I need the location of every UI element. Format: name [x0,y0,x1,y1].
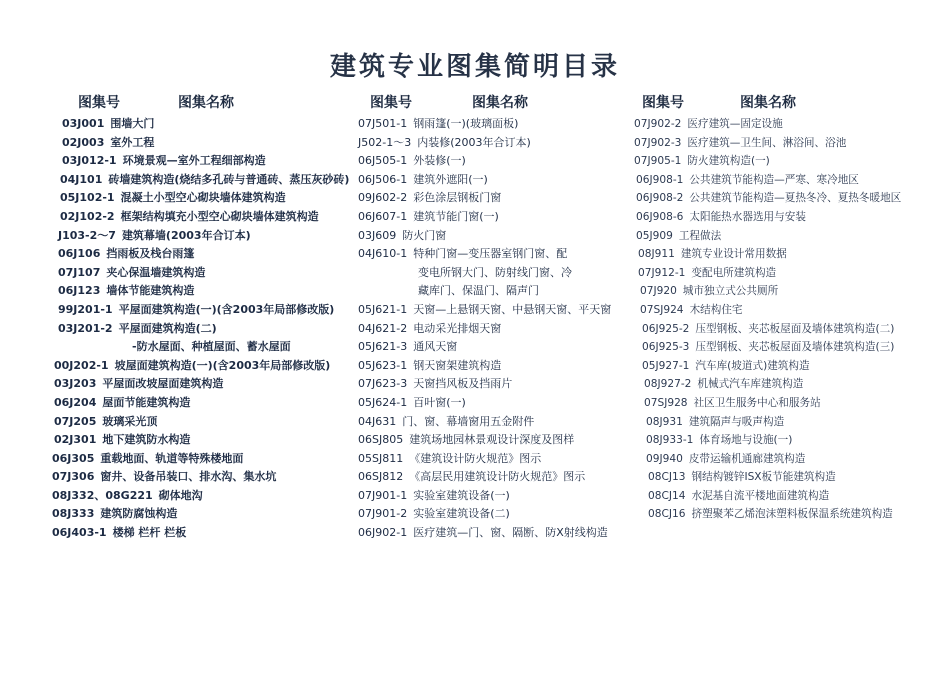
catalog-entry [358,468,611,487]
catalog-entry [634,338,901,357]
entry-name: 百叶窗(一) [413,395,466,409]
catalog-entry [358,152,611,171]
entry-name: 平屋面改坡屋面建筑构造 [102,377,224,391]
catalog-entry [634,431,901,450]
entry-name: 砖墙建筑构造(烧结多孔砖与普通砖、蒸压灰砂砖) [108,172,350,186]
catalog-entry [52,301,349,320]
entry-code: 07J501-1 [358,117,408,130]
catalog-entry [358,450,611,469]
entry-name: 建筑节能门窗(一) [413,209,499,223]
entry-name: 建筑幕墙(2003年合订本) [121,228,251,242]
entry-code: 03J012-1 [62,154,117,168]
entry-code: 02J003 [62,135,105,149]
entry-name: 藏库门、保温门、隔声门 [418,284,539,298]
header-name-label: 图集名称 [740,95,796,111]
entry-code: 08J911 [638,248,675,261]
catalog-column-2 [358,92,611,543]
entry-code: 07J902-2 [634,118,682,130]
entry-code: 07J901-2 [358,507,408,521]
catalog-entry [52,357,349,376]
entry-code: 06J123 [58,284,101,298]
entry-name: 建筑防腐蚀构造 [100,507,178,521]
entry-name: 汽车库(坡道式)建筑构造 [695,359,810,372]
entry-name: 变配电所建筑构造 [691,266,777,279]
catalog-entry [52,375,349,394]
catalog-entry [52,245,349,264]
entry-name: 特种门窗—变压器室钢门窗、配 [413,247,568,261]
catalog-entry [358,171,611,190]
entry-name: 实验室建筑设备(一) [413,488,510,502]
header-name-label: 图集名称 [472,95,528,111]
entry-code: 08J931 [646,415,683,428]
entry-name: 钢雨篷(一)(玻璃面板) [413,117,519,130]
catalog-entry [634,115,901,134]
entry-name: 框架结构填充小型空心砌块墙体建筑构造 [120,209,319,223]
entry-name: 重载地面、轨道等特殊楼地面 [100,451,244,465]
entry-code: 07J920 [640,285,677,298]
catalog-entry [358,115,611,134]
entry-name: 内装修(2003年合订本) [417,135,531,149]
entry-code: 06J106 [58,247,101,261]
entry-name: 水泥基自流平楼地面建筑构造 [691,489,830,502]
entry-code: 06SJ805 [358,433,404,447]
entry-name: 木结构住宅 [689,303,743,316]
catalog-entry [52,487,349,506]
catalog-entry [52,431,349,450]
catalog-entry [634,487,901,506]
catalog-entry [634,264,901,283]
column-header [358,92,611,112]
entry-name: 环境景观—室外工程细部构造 [122,154,266,168]
entry-code: 05SJ811 [358,451,404,465]
entry-code: 06J403-1 [52,526,107,540]
catalog-entry [358,264,611,283]
entry-name: 建筑专业设计常用数据 [680,248,787,261]
entry-code: 08CJ13 [648,471,686,484]
entry-name: 屋面节能建筑构造 [102,395,191,409]
page-title: 建筑专业图集简明目录 [329,52,620,82]
entry-code: J502-1～3 [358,135,412,149]
catalog-entry [634,189,901,208]
entry-name: 通风天窗 [413,340,458,354]
catalog-entry [634,320,901,339]
entry-name: 墙体节能建筑构造 [106,284,195,298]
catalog-entry [52,524,349,543]
entry-code: 06J908-6 [636,210,684,223]
entry-name: 社区卫生服务中心和服务站 [693,396,821,409]
entry-code: 07J901-1 [358,488,408,502]
entry-name: 医疗建筑—卫生间、淋浴间、浴池 [687,136,847,149]
catalog-entry [52,505,349,524]
entry-code: 08J333 [52,507,95,521]
catalog-entry [358,524,611,543]
catalog-entry [358,320,611,339]
entry-code: 06J925-2 [642,322,690,335]
entry-name: 钢天窗架建筑构造 [413,358,502,372]
entry-code: 06J908-2 [636,192,684,205]
entry-code: 05J621-1 [358,302,408,316]
entry-name: 建筑隔声与吸声构造 [688,415,785,428]
entry-name: -防水屋面、种植屋面、蓄水屋面 [132,340,291,354]
entry-name: 建筑外遮阳(一) [413,172,488,186]
catalog-entry [52,413,349,432]
entry-name: 皮带运输机通廊建筑构造 [688,452,806,465]
catalog-entry [358,505,611,524]
header-code-label: 图集号 [370,95,412,111]
entry-name: 《建筑设计防火规范》图示 [409,451,542,465]
entry-name: 体育场地与设施(一) [699,434,793,447]
entry-name: 外装修(一) [413,154,466,168]
entry-name: 公共建筑节能构造—严寒、寒冷地区 [689,173,859,186]
entry-code: 06J204 [54,395,97,409]
entry-code: 08J933-1 [646,434,694,447]
entry-code: 03J201-2 [58,321,113,335]
entry-name: 楼梯 栏杆 栏板 [112,526,187,540]
entry-code: 05J102-1 [60,191,115,205]
entry-code: 08CJ16 [648,508,686,521]
entry-code: 07SJ928 [644,396,688,409]
entry-name: 地下建筑防水构造 [102,433,191,447]
entry-name: 医疗建筑—门、窗、隔断、防X射线构造 [413,526,608,540]
entry-code: 08CJ14 [648,489,686,502]
entry-code: 06J305 [52,451,95,465]
entry-code: 04J631 [358,414,397,428]
entry-code: 06SJ812 [358,470,404,484]
catalog-entry [52,115,349,134]
entry-code: 05J624-1 [358,395,408,409]
catalog-entry [52,394,349,413]
entry-name: 公共建筑节能构造—夏热冬冷、夏热冬暖地区 [689,192,902,205]
entry-name: 坡屋面建筑构造(一)(含2003年局部修改版) [114,358,331,372]
catalog-entry [358,227,611,246]
entry-code: 06J902-1 [358,526,408,540]
catalog-entry [634,301,901,320]
entry-code: 07J912-1 [638,266,686,279]
catalog-entry [634,468,901,487]
catalog-entry [634,171,901,190]
catalog-entry [358,431,611,450]
entry-code: 09J602-2 [358,191,408,205]
catalog-entry [358,282,611,301]
catalog-entry [52,227,349,246]
entry-name: 太阳能热水器选用与安装 [689,210,806,223]
catalog-entry [358,487,611,506]
entry-name: 防火门窗 [402,228,447,242]
entry-name: 压型钢板、夹芯板屋面及墙体建筑构造(三) [695,341,895,354]
header-name-label: 图集名称 [178,95,234,111]
catalog-column-3 [634,92,901,524]
entry-code: 06J607-1 [358,209,408,223]
entry-code: 08J332、08G221 [52,488,153,502]
entry-name: 建筑场地园林景观设计深度及图样 [409,433,575,447]
entry-name: 室外工程 [110,135,155,149]
catalog-entry [634,413,901,432]
catalog-entry [52,468,349,487]
entry-name: 彩色涂层钢板门窗 [413,191,502,205]
entry-code: 07SJ924 [640,303,684,316]
entry-name: 实验室建筑设备(二) [413,507,510,521]
catalog-entry [52,450,349,469]
header-code-label: 图集号 [78,95,120,111]
catalog-entry [358,413,611,432]
entry-code: 06J925-3 [642,341,690,354]
entry-code: 03J203 [54,377,97,391]
entry-name: 窗井、设备吊装口、排水沟、集水坑 [100,470,277,484]
entry-name: 夹心保温墙建筑构造 [106,265,206,279]
entry-code: J103-2～7 [58,228,116,242]
entry-code: 99J201-1 [58,302,113,316]
catalog-entry [52,189,349,208]
entry-code: 02J102-2 [60,209,115,223]
catalog-entry [52,134,349,153]
entry-code: 05J909 [636,229,673,242]
entry-name: 围墙大门 [110,117,155,130]
entry-code: 05J621-3 [358,340,408,354]
catalog-entry [358,245,611,264]
catalog-entry [358,189,611,208]
entry-name: 玻璃采光顶 [102,414,158,428]
entry-code: 06J506-1 [358,172,408,186]
catalog-entry [634,282,901,301]
entry-code: 03J001 [62,117,105,130]
catalog-entry [634,245,901,264]
catalog-entry [52,282,349,301]
catalog-entry [358,208,611,227]
catalog-entry [634,375,901,394]
entry-code: 07J905-1 [634,155,682,168]
entry-name: 平屋面建筑构造(一)(含2003年局部修改版) [118,302,335,316]
catalog-entry [634,208,901,227]
entry-name: 城市独立式公共厕所 [682,285,779,298]
entry-name: 平屋面建筑构造(二) [118,321,217,335]
entry-name: 电动采光排烟天窗 [413,321,502,335]
entry-code: 06J908-1 [636,173,684,186]
entry-name: 变电所钢大门、防射线门窗、冷 [418,265,572,279]
catalog-entry [52,264,349,283]
entry-name: 天窗挡风板及挡雨片 [413,377,513,391]
entry-name: 防火建筑构造(一) [687,155,770,168]
catalog-entry [358,357,611,376]
entry-name: 砌体地沟 [158,488,203,502]
catalog-entry [52,208,349,227]
entry-name: 门、窗、幕墙窗用五金附件 [402,414,535,428]
entry-code: 07J902-3 [634,136,682,149]
entry-code: 06J505-1 [358,154,408,168]
catalog-entry [358,338,611,357]
entry-name: 医疗建筑—固定设施 [687,118,783,130]
entry-code: 07J306 [52,470,95,484]
entry-code: 04J101 [60,172,103,186]
entry-name: 天窗—上悬钢天窗、中悬钢天窗、平天窗 [413,302,612,316]
entry-code: 09J940 [646,452,683,465]
catalog-column-1 [52,92,349,543]
catalog-entry [634,505,901,524]
catalog-entry [358,394,611,413]
entry-name: 挡雨板及栈台雨篷 [106,247,195,261]
column-header [634,92,901,112]
entry-name: 钢结构镀锌ISX板节能建筑构造 [691,471,836,484]
catalog-entry [358,375,611,394]
catalog-entry [358,301,611,320]
entry-name: 压型钢板、夹芯板屋面及墙体建筑构造(二) [695,322,895,335]
catalog-entry [634,357,901,376]
entry-code: 05J927-1 [642,359,690,372]
entry-code: 08J927-2 [644,378,692,391]
catalog-entry [634,134,901,153]
entry-code: 04J621-2 [358,321,408,335]
entry-code: 03J609 [358,228,397,242]
column-header [52,92,349,112]
catalog-entry [634,152,901,171]
entry-code: 07J623-3 [358,377,408,391]
catalog-entry [634,227,901,246]
header-code-label: 图集号 [642,95,684,111]
catalog-entry [52,171,349,190]
catalog-entry [52,152,349,171]
entry-name: 混凝土小型空心砌块墙体建筑构造 [120,191,286,205]
catalog-entry [634,394,901,413]
catalog-entry [52,320,349,339]
entry-code: 05J623-1 [358,358,408,372]
catalog-entry [358,134,611,153]
catalog-entry [52,338,349,357]
entry-code: 07J107 [58,265,101,279]
entry-code: 02J301 [54,433,97,447]
entry-name: 《高层民用建筑设计防火规范》图示 [409,470,586,484]
entry-code: 04J610-1 [358,247,408,261]
entry-name: 机械式汽车库建筑构造 [697,378,804,391]
entry-code: 07J205 [54,414,97,428]
entry-code: 00J202-1 [54,358,109,372]
entry-name: 工程做法 [678,229,722,242]
entry-name: 挤塑聚苯乙烯泡沫塑料板保温系统建筑构造 [691,508,893,521]
catalog-entry [634,450,901,469]
